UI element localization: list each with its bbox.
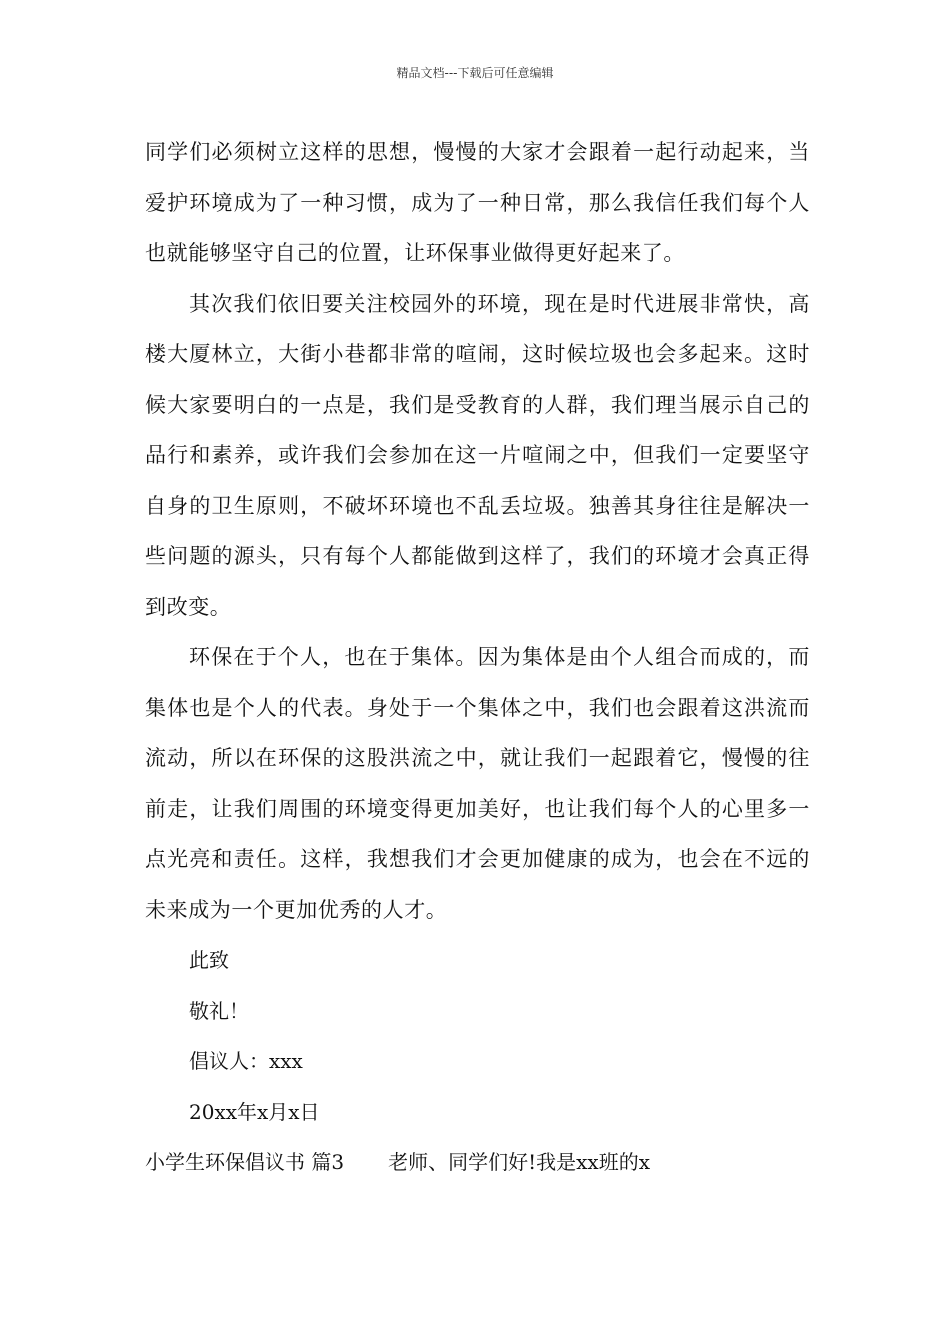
paragraph-2: 其次我们依旧要关注校园外的环境，现在是时代进展非常快，高楼大厦林立，大街小巷都非常的喧闹，这时候垃圾也会多起来。这时候大家要明白的一点是，我们是受教育的人群，我们理当展示自己的品行和素养，或许我们会参加在这一片喧闹之中，但我们一定要坚守自身的卫生原则，不破坏环境也不乱丢垃圾。独善其身往往是解决一些问题的源头，只有每个人都能做到这样了，我们的环境才会真正得到改变。 — [145, 291, 810, 619]
paragraph-1: 同学们必须树立这样的思想，慢慢的大家才会跟着一起行动起来，当爱护环境成为了一种习惯，成为了一种日常，那么我信任我们每个人也就能够坚守自己的位置，让环保事业做得更好起来了。 — [145, 140, 810, 265]
next-section-line — [145, 1137, 810, 1188]
closing-regards: 敬礼！ — [189, 998, 249, 1023]
next-section-opening: 老师、同学们好!我是xx班的x — [388, 1150, 650, 1174]
paragraph-3: 环保在于个人，也在于集体。因为集体是由个人组合而成的，而集体也是个人的代表。身处于一个集体之中，我们也会跟着这洪流而流动，所以在环保的这股洪流之中，就让我们一起跟着它，慢慢的往前走，让我们周围的环境变得更加美好，也让我们每个人的心里多一点光亮和责任。这样，我想我们才会更加健康的成为，也会在不远的未来成为一个更加优秀的人才。 — [145, 645, 810, 922]
letter-date: 20xx年x月x日 — [189, 1099, 320, 1124]
proposer-signature: 倡议人：xxx — [189, 1049, 303, 1073]
document-body — [145, 127, 810, 1188]
closing-salutation: 此致 — [189, 948, 229, 972]
page-header: 精品文档---下载后可任意编辑 — [396, 66, 554, 80]
next-section-title: 小学生环保倡议书 篇3 — [145, 1150, 345, 1174]
